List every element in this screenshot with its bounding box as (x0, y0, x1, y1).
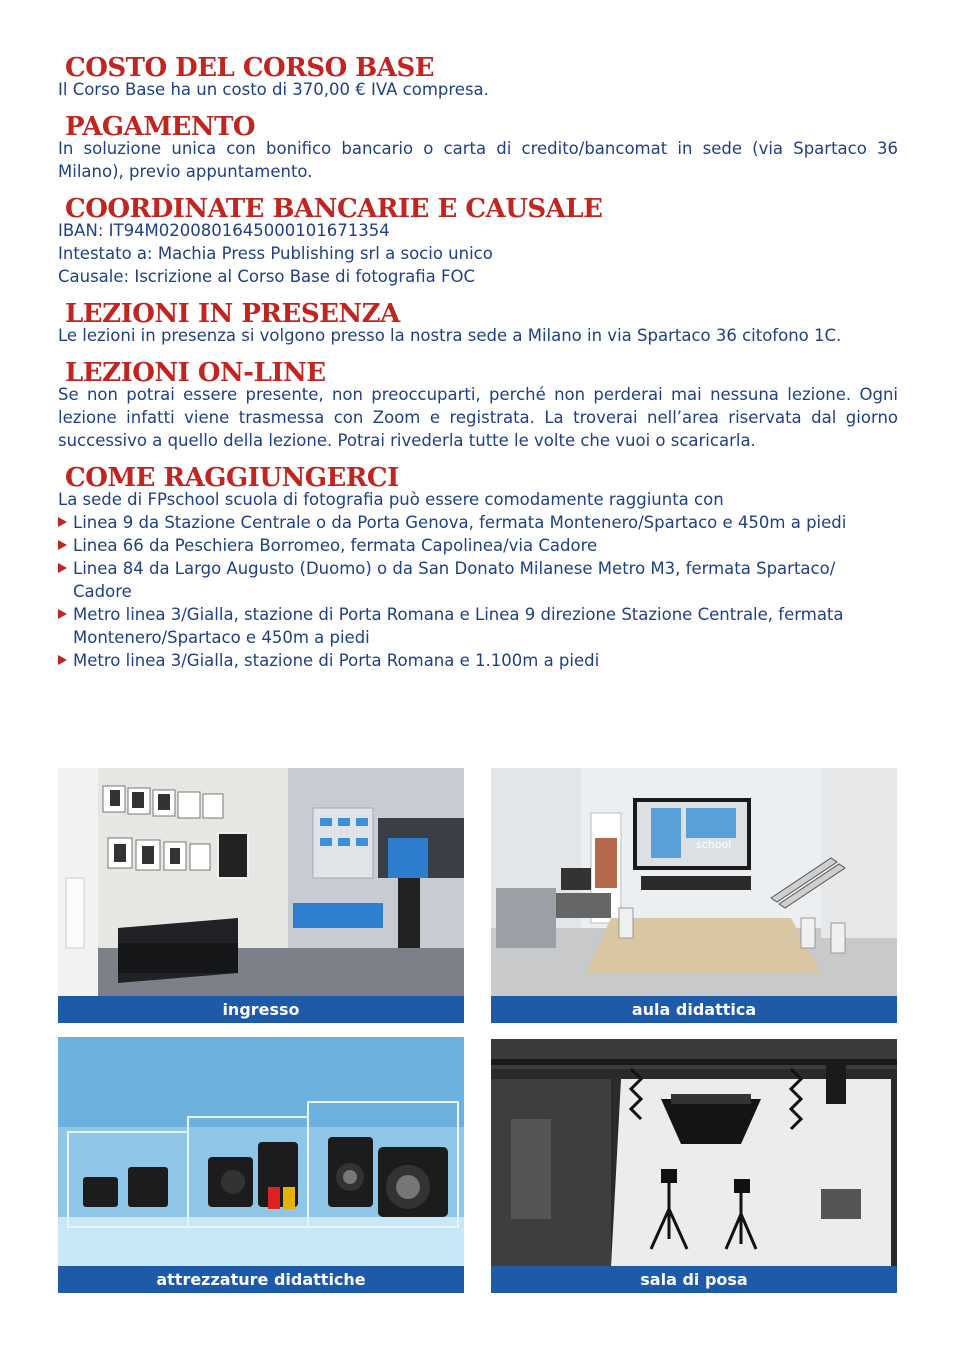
bullet-icon (58, 655, 67, 665)
bullet-icon (58, 540, 67, 550)
photo-caption: sala di posa (491, 1266, 897, 1293)
in-person-text: Le lezioni in presenza si volgono presso la nostra sede a Milano in via Spartaco 36 citofono 1C. (58, 326, 842, 345)
section-title: LEZIONI ON-LINE (65, 358, 326, 388)
bullet-icon (58, 609, 67, 619)
list-item: Metro linea 3/Gialla, stazione di Porta Romana e 1.100m a piedi (58, 649, 898, 672)
payment-text: In soluzione unica con bonifico bancario o carta di credito/bancomat in sede (via Spartaco 36 Milano), previo appuntamento. (58, 139, 898, 181)
section-title: PAGAMENTO (65, 112, 256, 142)
photo-aula-didattica (491, 768, 897, 1023)
photo-sala-di-posa (491, 1039, 897, 1293)
cost-text: Il Corso Base ha un costo di 370,00 € IVA compresa. (58, 80, 489, 99)
photo-caption: attrezzature didattiche (58, 1266, 464, 1293)
list-item: Metro linea 3/Gialla, stazione di Porta Romana e Linea 9 direzione Stazione Centrale, fermata Montenero/Spartaco e 450m a piedi (58, 603, 898, 649)
photo-ingresso (58, 768, 464, 1023)
entrance-photo-illustration (58, 768, 464, 996)
section-cost (58, 52, 898, 101)
online-text: Se non potrai essere presente, non preoccuparti, perché non perderai mai nessuna lezione. Ogni lezione infatti viene trasmessa con Zoom e registrata. La troverai nell’area riservata dal giorno successivo a quello della lezione. Potrai rivederla tutte le volte che vuoi o scaricarla. (58, 385, 898, 450)
reason-text: Causale: Iscrizione al Corso Base di fotografia FOC (58, 267, 476, 286)
holder-text: Intestato a: Machia Press Publishing srl a socio unico (58, 244, 493, 263)
list-item: Linea 84 da Largo Augusto (Duomo) o da San Donato Milanese Metro M3, fermata Spartaco/ Cadore (58, 557, 898, 603)
section-title: LEZIONI IN PRESENZA (65, 299, 400, 329)
section-title: COSTO DEL CORSO BASE (65, 53, 435, 83)
page-content (58, 52, 898, 672)
section-directions (58, 462, 898, 672)
equipment-photo-illustration (58, 1037, 464, 1266)
list-item: Linea 9 da Stazione Centrale o da Porta Genova, fermata Montenero/Spartaco e 450m a piedi (58, 511, 898, 534)
section-online (58, 357, 898, 452)
photo-caption: ingresso (58, 996, 464, 1023)
svg-text:school: school (696, 838, 732, 851)
section-title: COME RAGGIUNGERCI (65, 463, 399, 493)
classroom-photo-illustration (491, 768, 897, 996)
section-in-person (58, 298, 898, 347)
section-bank (58, 193, 898, 288)
section-payment (58, 111, 898, 183)
photo-caption: aula didattica (491, 996, 897, 1023)
bullet-icon (58, 517, 67, 527)
iban-text: IBAN: IT94M0200801645000101671354 (58, 221, 390, 240)
photo-attrezzature (58, 1037, 464, 1293)
directions-intro: La sede di FPschool scuola di fotografia può essere comodamente raggiunta con (58, 490, 724, 509)
list-item: Linea 66 da Peschiera Borromeo, fermata Capolinea/via Cadore (58, 534, 898, 557)
section-title: COORDINATE BANCARIE E CAUSALE (65, 194, 603, 224)
bullet-icon (58, 563, 67, 573)
studio-photo-illustration (491, 1039, 897, 1267)
